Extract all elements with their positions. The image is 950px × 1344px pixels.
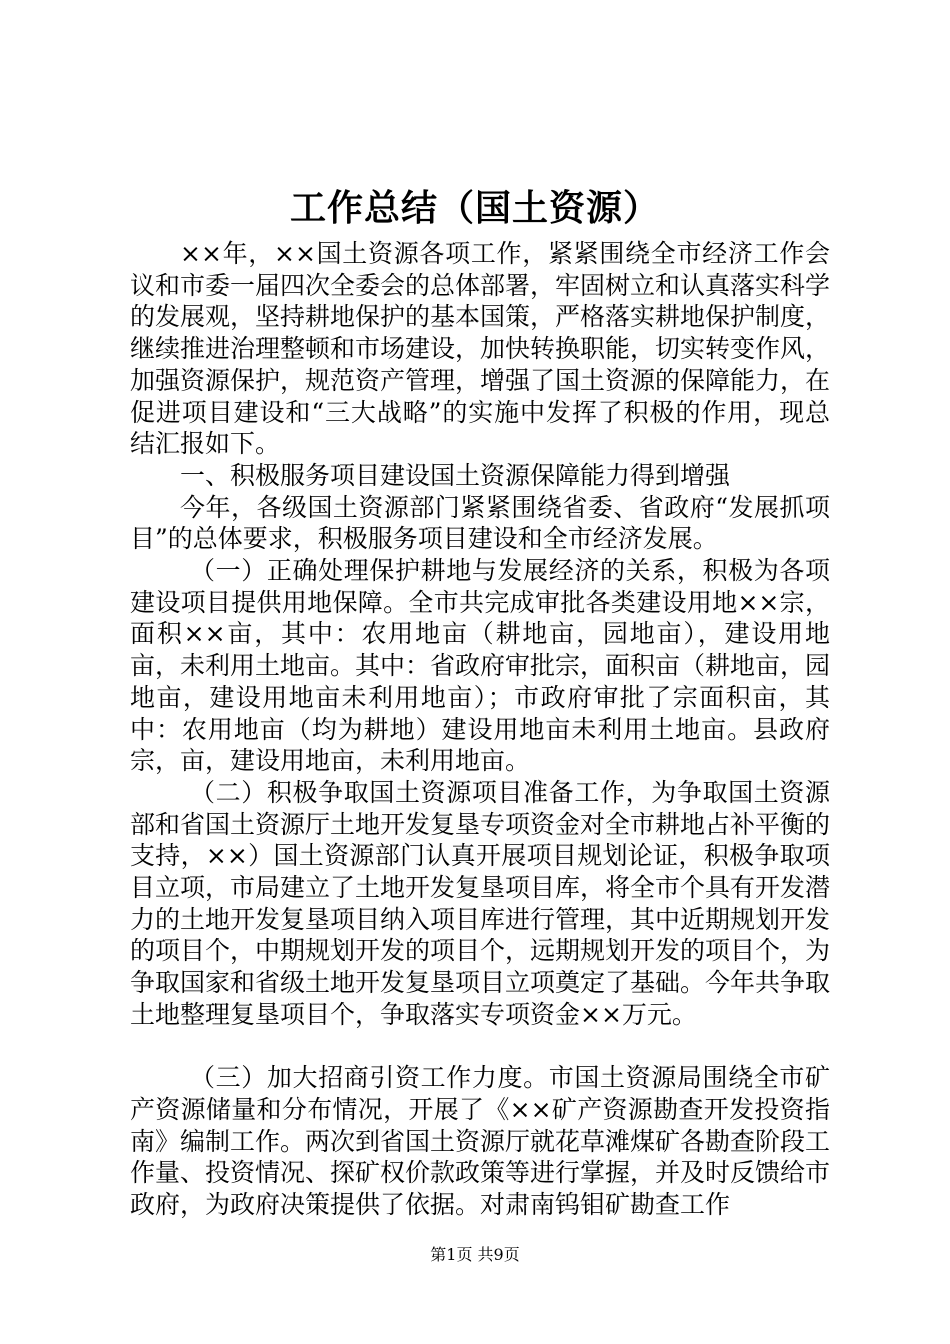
paragraph-gap	[130, 1031, 830, 1063]
page-footer: 第1页 共9页	[430, 1245, 520, 1264]
subsection-2-paragraph: （二）积极争取国土资源项目准备工作，为争取国土资源部和省国土资源厅土地开发复垦专项资金对全市耕地占补平衡的支持，××）国土资源部门认真开展项目规划论证，积极争取项目立项，市局建立了土地开发复垦项目库，将全市个具有开发潜力的土地开发复垦项目纳入项目库进行管理，其中近期规划开发的项目个，中期规划开发的项目个，远期规划开发的项目个，为争取国家和省级土地开发复垦项目立项奠定了基础。今年共争取土地整理复垦项目个，争取落实专项资金××万元。	[130, 777, 831, 1029]
subsection-1-paragraph: （一）正确处理保护耕地与发展经济的关系，积极为各项建设项目提供用地保障。全市共完成审批各类建设用地××宗，面积××亩，其中：农用地亩（耕地亩，园地亩），建设用地亩，未利用土地亩。其中：省政府审批宗，面积亩（耕地亩，园地亩，建设用地亩未利用地亩）；市政府审批了宗面积亩，其中：农用地亩（均为耕地）建设用地亩未利用土地亩。县政府宗，亩，建设用地亩，未利用地亩。	[130, 556, 831, 776]
subsection-3-paragraph: （三）加大招商引资工作力度。市国土资源局围绕全市矿产资源储量和分布情况，开展了《××矿产资源勘查开发投资指南》编制工作。两次到省国土资源厅就花草滩煤矿各勘查阶段工作量、投资情况、探矿权价款政策等进行掌握，并及时反馈给市政府，为政府决策提供了依据。对肃南钨钼矿勘查工作	[130, 1063, 831, 1220]
intro-paragraph: ××年，××国土资源各项工作，紧紧围绕全市经济工作会议和市委一届四次全委会的总体部署，牢固树立和认真落实科学的发展观，坚持耕地保护的基本国策，严格落实耕地保护制度，继续推进治理整顿和市场建设，加快转换职能，切实转变作风，加强资源保护，规范资产管理，增强了国土资源的保障能力，在促进项目建设和“三大战略”的实施中发挥了积极的作用，现总结汇报如下。	[130, 239, 831, 459]
section-intro-paragraph: 今年，各级国土资源部门紧紧围绕省委、省政府“发展抓项目”的总体要求，积极服务项目建设和全市经济发展。	[130, 492, 830, 554]
document-title: 工作总结（国土资源）	[289, 187, 660, 229]
document-body	[130, 238, 830, 1221]
section-heading: 一、积极服务项目建设国土资源保障能力得到增强	[180, 460, 731, 490]
